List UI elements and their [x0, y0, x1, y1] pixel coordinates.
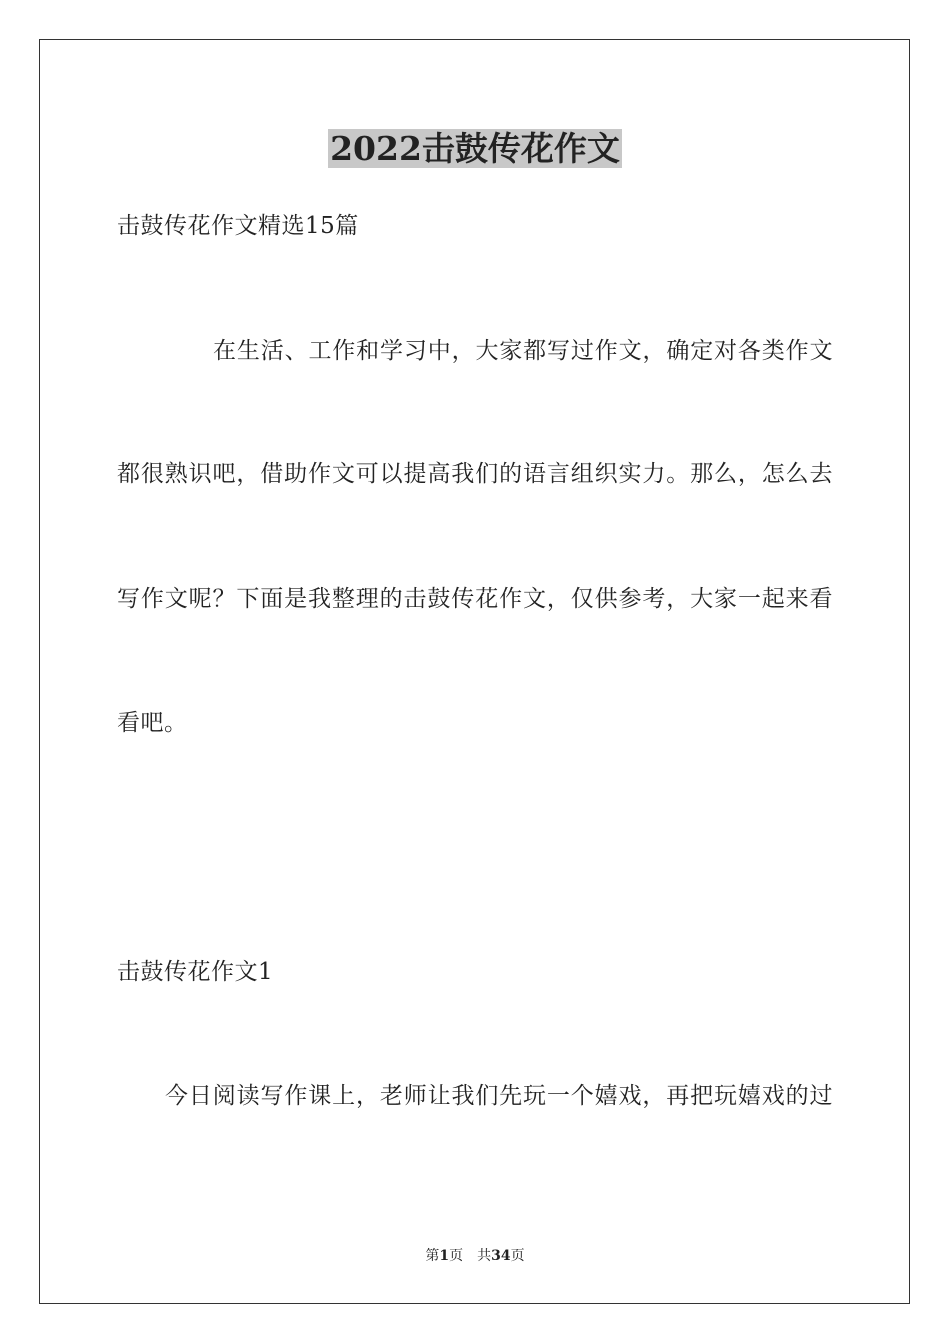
footer-page-number: 1: [439, 1248, 450, 1264]
footer-total-suffix: 页: [510, 1248, 525, 1264]
footer-page-suffix: 页: [449, 1248, 464, 1264]
section-first-line: 今日阅读写作课上，老师让我们先玩一个嬉戏，再把玩嬉戏的过: [165, 1083, 833, 1109]
document-subtitle: 击鼓传花作文精选15篇: [117, 213, 359, 239]
section-heading: 击鼓传花作文1: [117, 959, 274, 985]
intro-line-3: 写作文呢？下面是我整理的击鼓传花作文，仅供参考，大家一起来看: [117, 586, 833, 612]
footer-total-prefix: 共: [477, 1248, 492, 1264]
intro-line-2: 都很熟识吧，借助作文可以提高我们的语言组织实力。那么，怎么去: [117, 461, 833, 487]
document-title-text: 2022击鼓传花作文: [330, 129, 620, 168]
footer-page-prefix: 第: [425, 1248, 440, 1264]
intro-line-1: 在生活、工作和学习中，大家都写过作文，确定对各类作文: [213, 338, 833, 364]
intro-line-4: 看吧。: [117, 710, 188, 736]
document-title: [0, 128, 950, 170]
page-footer: [0, 1246, 950, 1266]
footer-total-pages: 34: [491, 1248, 511, 1264]
